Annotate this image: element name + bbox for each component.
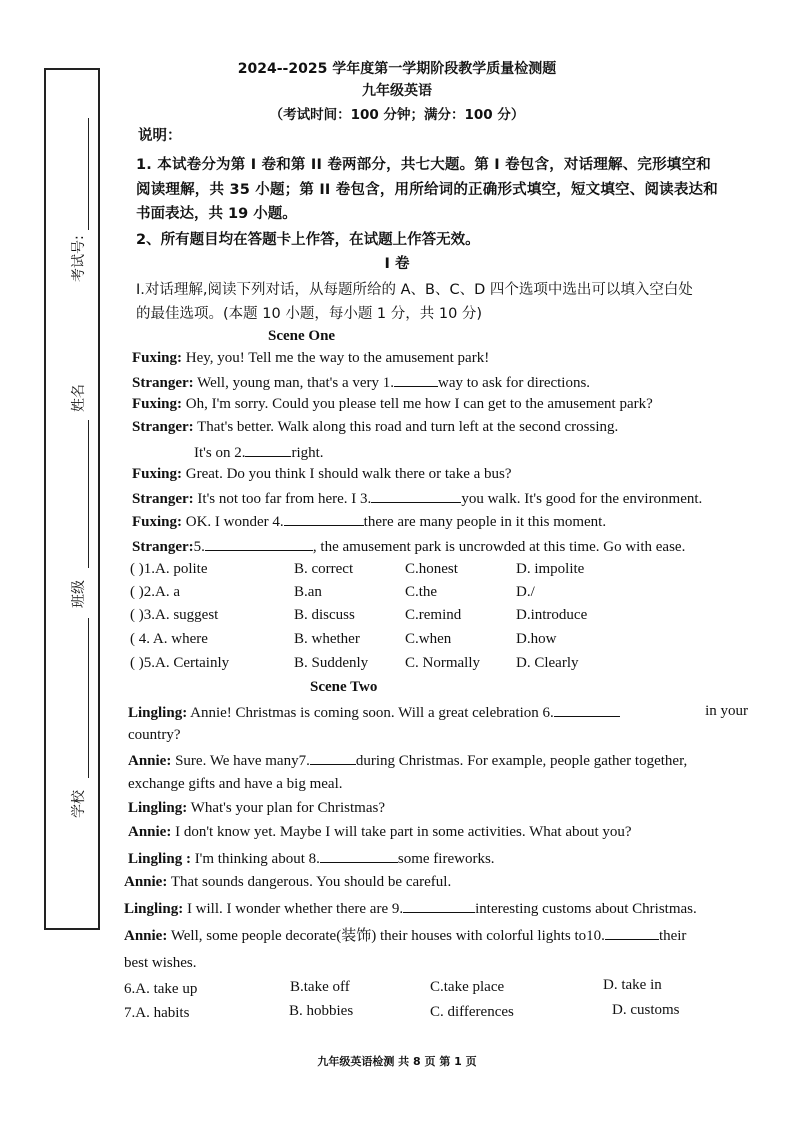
blank-6 bbox=[554, 703, 620, 717]
dialogue-line: Stranger: That's better. Walk along this road and turn left at the second crossing. bbox=[132, 419, 619, 435]
dialogue-line: Stranger:5. , the amusement park is uncrowded at this time. Go with ease. bbox=[132, 539, 686, 555]
page-footer: 九年级英语检测 共 8 页 第 1 页 bbox=[317, 1055, 477, 1068]
dialogue-line: Fuxing: Hey, you! Tell me the way to the amusement park! bbox=[132, 350, 490, 366]
class-label: 班级 bbox=[71, 580, 87, 608]
name-label: 姓名 bbox=[71, 384, 87, 412]
option-c: C. differences bbox=[430, 1004, 514, 1020]
blank-3 bbox=[371, 489, 461, 503]
dialogue-line: Fuxing: Oh, I'm sorry. Could you please tell me how I can get to the amusement park? bbox=[132, 396, 653, 412]
dialogue-line: Lingling : I'm thinking about 8. some fireworks. bbox=[128, 851, 495, 867]
option-d: D.introduce bbox=[516, 607, 588, 623]
blank-7 bbox=[310, 751, 356, 765]
option-c: C.remind bbox=[405, 607, 462, 623]
dialogue-continuation: country? bbox=[128, 727, 181, 743]
option-d: D. Clearly bbox=[516, 655, 579, 671]
option-d: D. customs bbox=[612, 1002, 680, 1018]
exam-subject: 九年级英语 bbox=[362, 83, 432, 99]
exam-title: 2024--2025 学年度第一学期阶段教学质量检测题 bbox=[237, 61, 557, 77]
option-c: C.take place bbox=[430, 979, 505, 995]
option-d: D.how bbox=[516, 631, 557, 647]
dialogue-line: Annie: Well, some people decorate(装饰) their houses with colorful lights to10. their bbox=[124, 928, 687, 944]
instructions-line-4: 2、所有题目均在答题卡上作答，在试题上作答无效。 bbox=[136, 232, 480, 248]
instructions-heading: 说明： bbox=[138, 128, 182, 144]
option-a: 7.A. habits bbox=[124, 1005, 190, 1021]
blank-2 bbox=[245, 443, 291, 457]
dialogue-continuation: exchange gifts and have a big meal. bbox=[128, 776, 343, 792]
option-a: 6.A. take up bbox=[124, 981, 198, 997]
dialogue-line: Fuxing: OK. I wonder 4. there are many people in it this moment. bbox=[132, 514, 607, 530]
option-b: B. discuss bbox=[294, 607, 355, 623]
name-line[interactable] bbox=[88, 420, 89, 568]
dialogue-line: Lingling: I will. I wonder whether there are 9. interesting customs about Christmas. bbox=[124, 901, 697, 917]
scene-one-title: Scene One bbox=[268, 328, 336, 344]
instructions-line-3: 书面表达，共 19 小题。 bbox=[136, 206, 297, 222]
dialogue-line: Lingling: Annie! Christmas is coming soon. Will a great celebration 6. in your bbox=[128, 703, 748, 721]
option-a: ( )3.A. suggest bbox=[130, 607, 219, 623]
class-line[interactable] bbox=[88, 618, 89, 778]
option-b: B. correct bbox=[294, 561, 354, 577]
option-b: B. hobbies bbox=[289, 1003, 354, 1019]
instructions-line-2: 阅读理解，共 35 小题；第 II 卷包含，用所给词的正确形式填空，短文填空、阅读表达和 bbox=[136, 182, 718, 198]
option-d: D./ bbox=[516, 584, 535, 600]
volume-title: I 卷 bbox=[384, 256, 410, 272]
option-a: ( )2.A. a bbox=[130, 584, 180, 600]
option-b: B. Suddenly bbox=[294, 655, 369, 671]
option-b: B. whether bbox=[294, 631, 360, 647]
dialogue-line: It's on 2. right. bbox=[194, 445, 324, 461]
blank-4 bbox=[284, 512, 364, 526]
blank-9 bbox=[403, 899, 475, 913]
blank-5 bbox=[205, 537, 313, 551]
option-b: B.an bbox=[294, 584, 322, 600]
scene-two-title: Scene Two bbox=[310, 679, 378, 695]
dialogue-line: Fuxing: Great. Do you think I should walk there or take a bus? bbox=[132, 466, 512, 482]
dialogue-line: Annie: I don't know yet. Maybe I will take part in some activities. What about you? bbox=[128, 824, 632, 840]
blank-8 bbox=[320, 849, 398, 863]
option-b: B.take off bbox=[290, 979, 350, 995]
option-c: C.the bbox=[405, 584, 438, 600]
exam-number-label: 考试号: bbox=[71, 235, 87, 282]
option-c: C.honest bbox=[405, 561, 458, 577]
exam-time-info: （考试时间：100 分钟；满分：100 分） bbox=[269, 107, 525, 123]
option-c: C. Normally bbox=[405, 655, 480, 671]
part1-instructions-line-2: 的最佳选项。(本题 10 小题，每小题 1 分，共 10 分) bbox=[136, 306, 483, 322]
dialogue-line: Stranger: It's not too far from here. I 3. you walk. It's good for the environment. bbox=[132, 491, 703, 507]
part1-instructions-line-1: I.对话理解,阅读下列对话，从每题所给的 A、B、C、D 四个选项中选出可以填入空白处 bbox=[136, 282, 693, 298]
dialogue-line: Stranger: Well, young man, that's a very 1. way to ask for directions. bbox=[132, 375, 591, 391]
school-label: 学校 bbox=[71, 790, 87, 818]
instructions-line-1: 1. 本试卷分为第 I 卷和第 II 卷两部分，共七大题。第 I 卷包含，对话理解、完形填空和 bbox=[136, 157, 711, 173]
exam-number-line[interactable] bbox=[88, 118, 89, 230]
option-a: ( 4. A. where bbox=[130, 631, 208, 647]
option-a: ( )5.A. Certainly bbox=[130, 655, 230, 671]
dialogue-continuation: best wishes. bbox=[124, 955, 197, 971]
option-d: D. impolite bbox=[516, 561, 585, 577]
option-c: C.when bbox=[405, 631, 452, 647]
option-d: D. take in bbox=[603, 977, 662, 993]
dialogue-line: Annie: That sounds dangerous. You should be careful. bbox=[124, 874, 452, 890]
dialogue-line: Annie: Sure. We have many7. during Christmas. For example, people gather together, bbox=[128, 753, 688, 769]
dialogue-line: Lingling: What's your plan for Christmas? bbox=[128, 800, 385, 816]
option-a: ( )1.A. polite bbox=[130, 561, 208, 577]
blank-1 bbox=[394, 373, 438, 387]
blank-10 bbox=[605, 926, 659, 940]
